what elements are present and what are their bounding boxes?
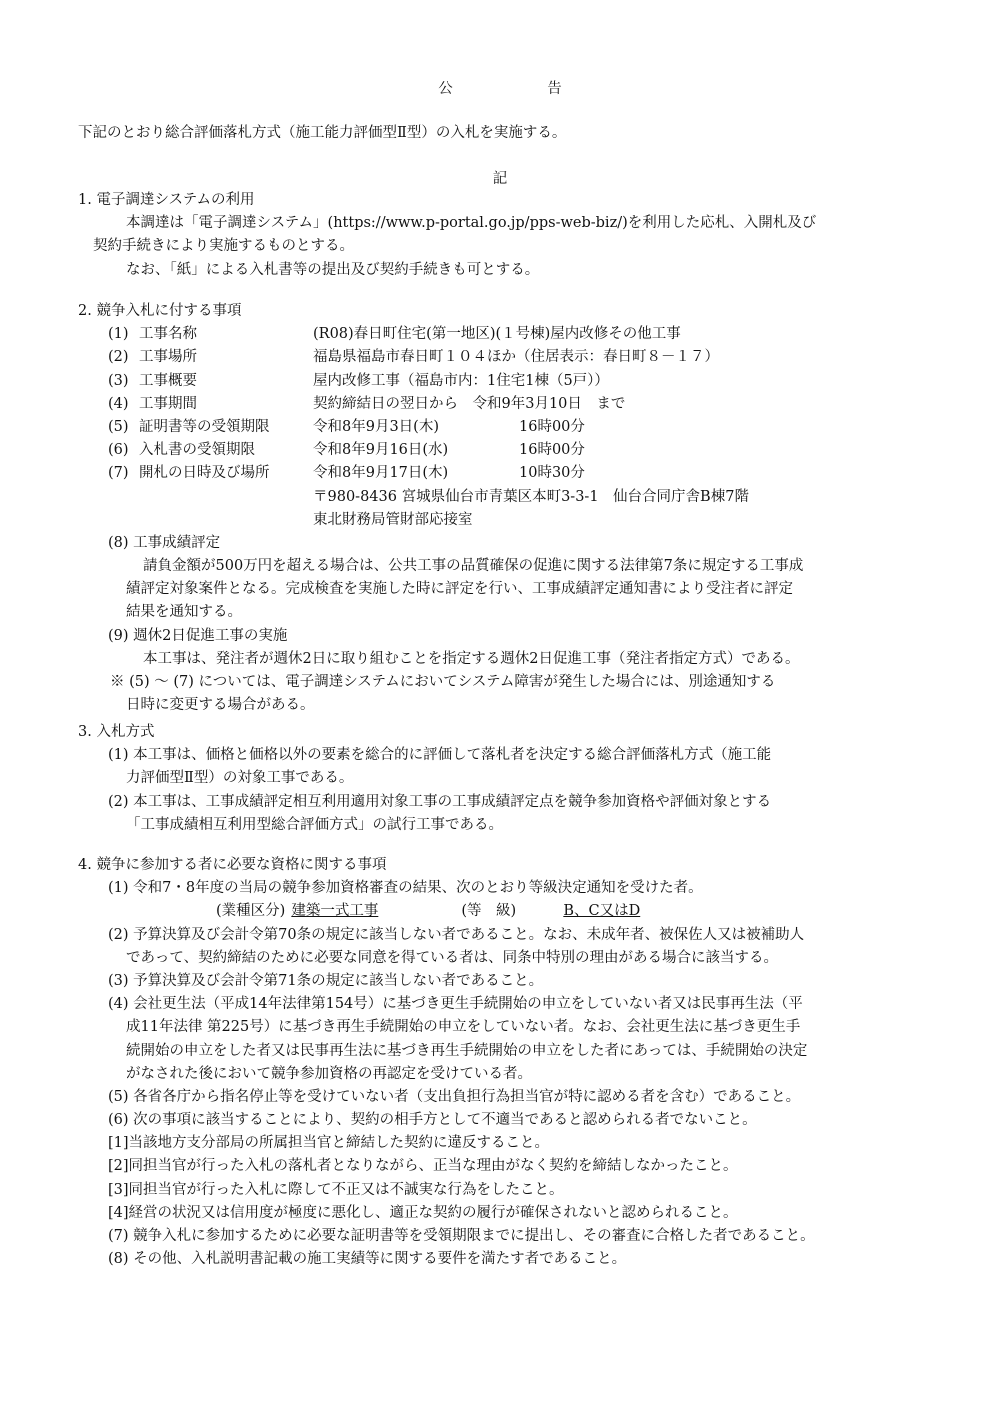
item-label: 工事概要 bbox=[139, 372, 197, 389]
section-4-item-6-bracket-4: [4]経営の状況又は信用度が極度に悪化し、適正な契約の履行が確保されないと認められること。 bbox=[108, 1204, 738, 1221]
item-date: 令和8年9月17日(木) bbox=[313, 465, 449, 482]
item-construction-period bbox=[0, 393, 1000, 416]
section-4-heading: 4. 競争に参加する者に必要な資格に関する事項 bbox=[78, 857, 387, 873]
industry-label: (業種区分) bbox=[216, 903, 286, 920]
section-1-paragraph-1: 本調達は「電子調達システム」(https://www.p-portal.go.jp/pps-web-biz/)を利用した応札、入開札及び bbox=[126, 215, 817, 232]
item-number: (5) bbox=[108, 418, 129, 435]
section-4-item-2: (2) 予算決算及び会計令第70条の規定に該当しない者であること。なお、未成年者、被保佐人又は被補助人 bbox=[108, 926, 805, 943]
item-opening-datetime bbox=[0, 462, 1000, 485]
section-3 bbox=[0, 721, 1000, 837]
item-number: (1) bbox=[108, 326, 129, 343]
grade-value: B、C又はD bbox=[563, 903, 641, 920]
opening-place-room: 東北財務局管財部応接室 bbox=[313, 511, 473, 528]
section-4 bbox=[0, 854, 1000, 1271]
section-4-item-5: (5) 各省各庁から指名停止等を受けていない者（支出負担行為担当官が特に認める者を含む）であること。 bbox=[108, 1088, 801, 1105]
item-construction-summary bbox=[0, 370, 1000, 393]
section-3-item-2-cont: 「工事成績相互利用型総合評価方式」の試行工事である。 bbox=[126, 816, 503, 833]
section-4-item-2-cont: であって、契約締結のために必要な同意を得ている者は、同条中特別の理由がある場合に該当する。 bbox=[126, 949, 779, 966]
ki-heading: 記 bbox=[492, 171, 508, 187]
item-value: 契約締結日の翌日から 令和9年3月10日 まで bbox=[313, 395, 626, 412]
intro-text: 下記のとおり総合評価落札方式（施工能力評価型Ⅱ型）の入札を実施する。 bbox=[78, 125, 567, 141]
section-1-paragraph-1-cont: 契約手続きにより実施するものとする。 bbox=[93, 238, 354, 255]
section-4-item-4: (4) 会社更生法（平成14年法律第154号）に基づき更生手続開始の申立をしていない者又は民事再生法（平 bbox=[108, 996, 803, 1013]
item-value: 屋内改修工事（福島市内：1住宅1棟（5戸）） bbox=[313, 372, 609, 389]
grade-row bbox=[0, 900, 1000, 923]
section-4-item-6-bracket-3: [3]同担当官が行った入札に際して不正又は不誠実な行為をしたこと。 bbox=[108, 1181, 564, 1198]
section-3-item-2: (2) 本工事は、工事成績評定相互利用適用対象工事の工事成績評定点を競争参加資格や評価対象とする bbox=[108, 793, 772, 810]
item-time: 16時00分 bbox=[519, 442, 585, 459]
section-4-item-8: (8) その他、入札説明書記載の施工実績等に関する要件を満たす者であること。 bbox=[108, 1251, 627, 1268]
item-number: (4) bbox=[108, 395, 129, 412]
industry-value: 建築一式工事 bbox=[291, 903, 379, 920]
section-1-heading: 1. 電子調達システムの利用 bbox=[78, 192, 255, 208]
section-4-item-3: (3) 予算決算及び会計令第71条の規定に該当しない者であること。 bbox=[108, 972, 544, 989]
item-value: (R08)春日町住宅(第一地区)(１号棟)屋内改修その他工事 bbox=[313, 326, 681, 343]
item-time: 16時00分 bbox=[519, 418, 585, 435]
item-label: 証明書等の受領期限 bbox=[139, 418, 270, 435]
section-4-item-4-line-3: 続開始の申立をした者又は民事再生法に基づき再生手続開始の申立をした者にあっては、手続開始の決定 bbox=[126, 1042, 808, 1059]
item-value: 福島県福島市春日町１０４ほか（住居表示：春日町８－１７） bbox=[313, 349, 719, 366]
note-line-1: ※ (5) ～ (7) については、電子調達システムにおいてシステム障害が発生した場合には、別途通知する bbox=[110, 674, 776, 690]
item-label: 工事期間 bbox=[139, 395, 197, 412]
item-number: (6) bbox=[108, 442, 129, 459]
opening-place-address: 〒980-8436 宮城県仙台市青葉区本町3-3-1 仙台合同庁舎B棟7階 bbox=[313, 488, 749, 505]
note-line-2: 日時に変更する場合がある。 bbox=[126, 697, 315, 714]
section-4-item-4-line-4: がなされた後において競争参加資格の再認定を受けている者。 bbox=[126, 1065, 532, 1082]
section-2-heading: 2. 競争入札に付する事項 bbox=[78, 303, 242, 319]
section-4-item-7: (7) 競争入札に参加するために必要な証明書等を受領期限までに提出し、その審査に合格した者であること。 bbox=[108, 1228, 815, 1244]
item-date: 令和8年9月3日(木) bbox=[313, 418, 439, 435]
item-label: 工事場所 bbox=[139, 349, 197, 366]
item-label: 開札の日時及び場所 bbox=[139, 465, 270, 482]
item-construction-name bbox=[0, 323, 1000, 346]
item-certificate-deadline bbox=[0, 416, 1000, 439]
item-bid-deadline bbox=[0, 439, 1000, 462]
item-8-line-3: 結果を通知する。 bbox=[126, 604, 242, 621]
item-label: 工事名称 bbox=[139, 326, 197, 343]
section-3-item-1: (1) 本工事は、価格と価格以外の要素を総合的に評価して落札者を決定する総合評価落札方式（施工能 bbox=[108, 747, 772, 764]
item-8-line-1: 請負金額が500万円を超える場合は、公共工事の品質確保の促進に関する法律第7条に規定する工事成 bbox=[143, 558, 804, 575]
section-1-paragraph-2: なお、「紙」による入札書等の提出及び契約手続きも可とする。 bbox=[126, 261, 540, 278]
section-1 bbox=[0, 189, 1000, 282]
section-4-item-4-line-2: 成11年法律 第225号）に基づき再生手続開始の申立をしていない者。なお、会社更生法に基づき更生手 bbox=[126, 1019, 801, 1036]
section-4-item-6-bracket-2: [2]同担当官が行った入札の落札者となりながら、正当な理由がなく契約を締結しなかったこと。 bbox=[108, 1158, 738, 1175]
item-number: (7) bbox=[108, 465, 129, 482]
section-4-item-1: (1) 令和7・8年度の当局の競争参加資格審査の結果、次のとおり等級決定通知を受けた者。 bbox=[108, 880, 703, 897]
section-2 bbox=[0, 300, 1000, 717]
item-9-line-1: 本工事は、発注者が週休2日に取り組むことを指定する週休2日促進工事（発注者指定方式）である。 bbox=[143, 650, 800, 667]
item-8-line-2: 績評定対象案件となる。完成検査を実施した時に評定を行い、工事成績評定通知書により受注者に評定 bbox=[126, 581, 793, 598]
item-8-title: (8) 工事成績評定 bbox=[108, 534, 221, 551]
section-3-item-1-cont: 力評価型Ⅱ型）の対象工事である。 bbox=[126, 770, 354, 787]
item-number: (2) bbox=[108, 349, 129, 366]
item-number: (3) bbox=[108, 372, 129, 389]
page-title: 公 告 bbox=[438, 81, 602, 97]
section-4-item-6: (6) 次の事項に該当することにより、契約の相手方として不適当であると認められる者でないこと。 bbox=[108, 1112, 757, 1129]
section-4-item-6-bracket-1: [1]当該地方支分部局の所属担当官と締結した契約に違反すること。 bbox=[108, 1135, 550, 1152]
item-label: 入札書の受領期限 bbox=[139, 442, 255, 459]
grade-label: (等 級) bbox=[461, 903, 517, 920]
section-3-heading: 3. 入札方式 bbox=[78, 724, 155, 740]
item-time: 10時30分 bbox=[519, 465, 585, 482]
item-date: 令和8年9月16日(水) bbox=[313, 442, 449, 459]
item-9-title: (9) 週休2日促進工事の実施 bbox=[108, 627, 288, 644]
item-construction-place bbox=[0, 346, 1000, 369]
